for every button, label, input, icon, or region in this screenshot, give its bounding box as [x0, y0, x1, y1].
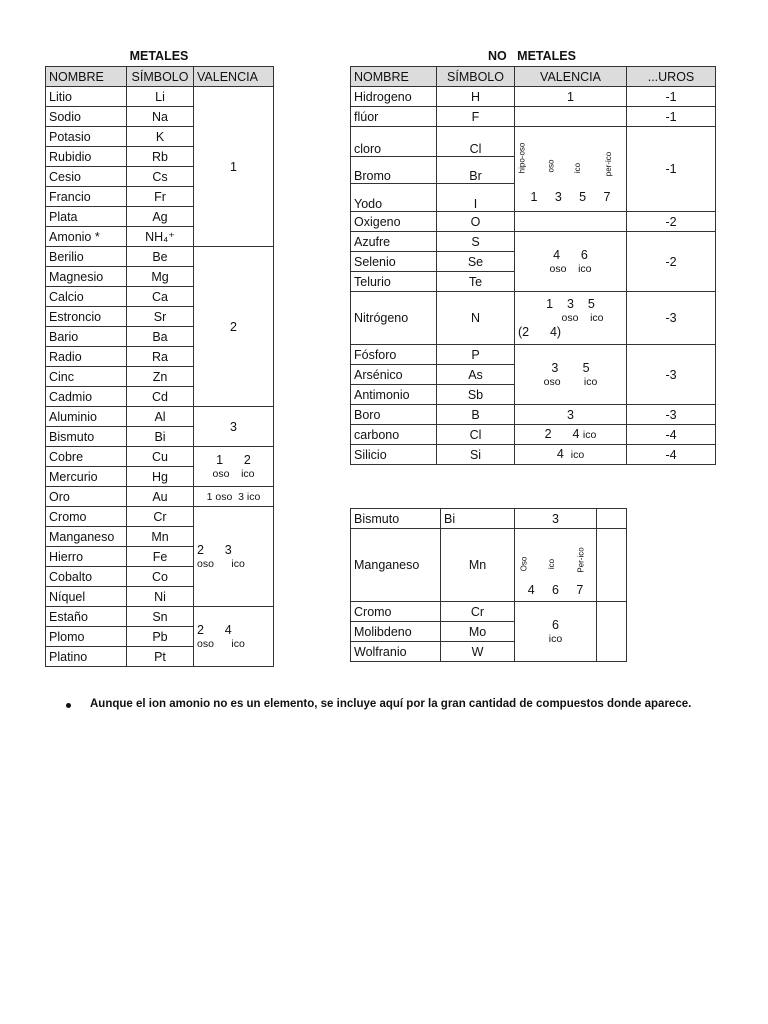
col-header-nombre: NOMBRE: [351, 67, 437, 87]
element-name: Cromo: [351, 602, 441, 622]
element-symbol: Mn: [127, 527, 194, 547]
valencia-cell: [194, 607, 274, 667]
element-symbol: F: [437, 107, 515, 127]
valencia-cell: 3: [515, 509, 597, 529]
element-name: Bromo: [351, 156, 437, 184]
element-symbol: Fe: [127, 547, 194, 567]
valencia-values: 4: [556, 447, 564, 461]
element-symbol: H: [437, 87, 515, 107]
element-symbol: Sn: [127, 607, 194, 627]
valencia-label: oso: [546, 159, 556, 173]
valencia-cell: 2: [194, 247, 274, 407]
element-symbol: Sr: [127, 307, 194, 327]
table-row: [46, 407, 274, 427]
element-name: Oxigeno: [351, 212, 437, 232]
element-name: Sodio: [46, 107, 127, 127]
uros-cell: -3: [627, 405, 716, 425]
element-name: Azufre: [351, 232, 437, 252]
valencia-cell: [515, 445, 627, 465]
element-name: Cadmio: [46, 387, 127, 407]
valencia-values: 1 3 5 7: [530, 190, 611, 204]
valencia-values: 6: [552, 617, 559, 632]
element-name: Cobre: [46, 447, 127, 467]
valencia-cell: [515, 107, 627, 127]
element-symbol: I: [437, 184, 515, 212]
element-symbol: Te: [437, 272, 515, 292]
element-name: Hierro: [46, 547, 127, 567]
element-symbol: Bi: [441, 509, 515, 529]
empty-cell: [597, 602, 627, 662]
col-header-uros: ...UROS: [627, 67, 716, 87]
element-symbol: Li: [127, 87, 194, 107]
valencia-labels: ico: [570, 449, 585, 461]
element-symbol: Ra: [127, 347, 194, 367]
element-name: Nitrógeno: [351, 292, 437, 345]
element-name: carbono: [351, 425, 437, 445]
metales-title: METALES: [129, 49, 189, 63]
col-header-valencia: VALENCIA: [194, 67, 274, 87]
metales-header-row: [46, 67, 274, 87]
element-symbol: Si: [437, 445, 515, 465]
element-name: Estroncio: [46, 307, 127, 327]
valencia-cell: 3: [515, 405, 627, 425]
valencia-values: 4 6 7: [527, 583, 584, 597]
no-metales-table: [350, 66, 716, 465]
element-name: Manganeso: [351, 529, 441, 602]
valencia-values: 3 5: [551, 360, 590, 375]
table-row: [351, 232, 716, 252]
element-name: Manganeso: [46, 527, 127, 547]
element-name: Bismuto: [351, 509, 441, 529]
element-name: Aluminio: [46, 407, 127, 427]
element-symbol: Cs: [127, 167, 194, 187]
valencia-label: hipo-oso: [517, 142, 527, 174]
col-header-nombre: NOMBRE: [46, 67, 127, 87]
empty-cell: [597, 509, 627, 529]
valencia-cell: [194, 447, 274, 487]
table-row: [46, 247, 274, 267]
col-header-valencia: VALENCIA: [515, 67, 627, 87]
element-symbol: Mo: [441, 622, 515, 642]
valencia-label: Per-ico: [576, 547, 586, 573]
table-row: [351, 212, 716, 232]
element-symbol: Sb: [437, 385, 515, 405]
element-symbol: Cl: [437, 127, 515, 157]
valencia-label: ico: [573, 162, 583, 174]
element-name: Berilio: [46, 247, 127, 267]
bullet-icon: [66, 703, 71, 708]
element-symbol: Al: [127, 407, 194, 427]
table-row: [351, 425, 716, 445]
valencia-values: 2 3: [197, 542, 232, 557]
element-name: Bismuto: [46, 427, 127, 447]
element-name: Rubidio: [46, 147, 127, 167]
element-name: Amonio *: [46, 227, 127, 247]
table-row: [46, 607, 274, 627]
element-name: Cobalto: [46, 567, 127, 587]
element-name: Antimonio: [351, 385, 437, 405]
valencia-cell: [515, 292, 627, 345]
valencia-cell: [515, 212, 627, 232]
valencia-labels: oso ico: [212, 467, 255, 480]
table-row: [46, 87, 274, 107]
col-header-simbolo: SÍMBOLO: [127, 67, 194, 87]
table-row: [351, 529, 627, 602]
element-symbol: W: [441, 642, 515, 662]
element-symbol: Au: [127, 487, 194, 507]
valencia-values: 4 6: [553, 247, 588, 262]
valencia-label: ico: [547, 558, 557, 570]
element-symbol: Ca: [127, 287, 194, 307]
element-symbol: Ba: [127, 327, 194, 347]
table-row: [351, 405, 716, 425]
footnote: Aunque el ion amonio no es un elemento, se incluye aquí por la gran cantidad de compuestos donde aparece.: [90, 698, 692, 710]
element-name: Litio: [46, 87, 127, 107]
table-row: [46, 447, 274, 467]
col-header-simbolo: SÍMBOLO: [437, 67, 515, 87]
element-name: Plomo: [46, 627, 127, 647]
element-symbol: As: [437, 365, 515, 385]
element-name: Magnesio: [46, 267, 127, 287]
table-row: [351, 602, 627, 622]
element-name: Yodo: [351, 184, 437, 212]
element-name: Oro: [46, 487, 127, 507]
valencia-labels: oso ico: [549, 262, 592, 275]
element-name: Fósforo: [351, 345, 437, 365]
metales-table: [45, 66, 274, 667]
element-symbol: S: [437, 232, 515, 252]
element-name: Francio: [46, 187, 127, 207]
element-symbol: Cr: [127, 507, 194, 527]
element-name: Cinc: [46, 367, 127, 387]
element-symbol: Na: [127, 107, 194, 127]
valencia-cell: [515, 232, 627, 292]
valencia-labels: ico: [582, 429, 597, 441]
valencia-values: 1 3 5: [546, 297, 595, 311]
element-symbol: Bi: [127, 427, 194, 447]
valencia-cell: 1: [515, 87, 627, 107]
element-name: Cromo: [46, 507, 127, 527]
element-name: cloro: [351, 127, 437, 157]
uros-cell: -3: [627, 292, 716, 345]
table-row: [351, 509, 627, 529]
element-name: Níquel: [46, 587, 127, 607]
element-name: flúor: [351, 107, 437, 127]
element-symbol: B: [437, 405, 515, 425]
valencia-cell: [515, 529, 597, 602]
element-name: Molibdeno: [351, 622, 441, 642]
element-name: Telurio: [351, 272, 437, 292]
element-name: Cesio: [46, 167, 127, 187]
element-name: Platino: [46, 647, 127, 667]
element-symbol: Pt: [127, 647, 194, 667]
valencia-halogen-cell: [515, 127, 627, 212]
element-name: Wolfranio: [351, 642, 441, 662]
uros-cell: -1: [627, 127, 716, 212]
valencia-cell: 3: [194, 407, 274, 447]
element-name: Potasio: [46, 127, 127, 147]
valencia-cell: [515, 602, 597, 662]
element-symbol: Mg: [127, 267, 194, 287]
table-row: [46, 487, 274, 507]
element-symbol: Rb: [127, 147, 194, 167]
element-symbol: Mn: [441, 529, 515, 602]
uros-cell: -2: [627, 212, 716, 232]
element-symbol: Co: [127, 567, 194, 587]
valencia-cell: [194, 507, 274, 607]
element-symbol: Ni: [127, 587, 194, 607]
uros-cell: -2: [627, 232, 716, 292]
table-row: [351, 87, 716, 107]
element-name: Silicio: [351, 445, 437, 465]
no-metales-header-row: [351, 67, 716, 87]
element-name: Selenio: [351, 252, 437, 272]
valencia-cell: [515, 345, 627, 405]
element-symbol: Cd: [127, 387, 194, 407]
element-symbol: Zn: [127, 367, 194, 387]
element-name: Radio: [46, 347, 127, 367]
element-name: Bario: [46, 327, 127, 347]
element-symbol: P: [437, 345, 515, 365]
element-symbol: Ag: [127, 207, 194, 227]
element-symbol: Fr: [127, 187, 194, 207]
table-row: [351, 107, 716, 127]
valencia-labels: ico: [548, 632, 563, 645]
element-name: Mercurio: [46, 467, 127, 487]
element-symbol: Be: [127, 247, 194, 267]
uros-cell: -3: [627, 345, 716, 405]
valencia-cell: [515, 425, 627, 445]
element-symbol: K: [127, 127, 194, 147]
valencia-labels: oso ico: [197, 557, 245, 570]
valencia-labels: oso ico: [197, 637, 245, 650]
valencia-values: 2 4: [544, 427, 580, 441]
valencia-labels: oso ico: [543, 375, 598, 388]
valencia-cell: 1: [194, 87, 274, 247]
valencia-cell: 1 oso 3 ico: [194, 487, 274, 507]
empty-cell: [597, 529, 627, 602]
valencia-label: per-ico: [604, 151, 614, 177]
uros-cell: -1: [627, 107, 716, 127]
element-name: Boro: [351, 405, 437, 425]
element-symbol: O: [437, 212, 515, 232]
table-row: [351, 292, 716, 345]
element-symbol: Hg: [127, 467, 194, 487]
uros-cell: -1: [627, 87, 716, 107]
table-row: [351, 445, 716, 465]
uros-cell: -4: [627, 445, 716, 465]
element-symbol: Se: [437, 252, 515, 272]
table-row: [46, 507, 274, 527]
element-symbol: Cr: [441, 602, 515, 622]
no-metales-title: NO METALES: [488, 49, 576, 63]
valencia-label: Oso: [519, 556, 529, 572]
element-name: Plata: [46, 207, 127, 227]
table-row: [351, 127, 716, 157]
valencia-values: 1 2: [216, 452, 251, 467]
element-name: Calcio: [46, 287, 127, 307]
element-symbol: N: [437, 292, 515, 345]
valencia-labels: oso ico: [561, 312, 604, 324]
element-name: Hidrogeno: [351, 87, 437, 107]
table-row: [351, 345, 716, 365]
element-symbol: NH₄⁺: [127, 227, 194, 247]
element-symbol: Cu: [127, 447, 194, 467]
valencia-values: 2 4: [197, 622, 232, 637]
extra-table: [350, 508, 627, 662]
uros-cell: -4: [627, 425, 716, 445]
element-symbol: Cl: [437, 425, 515, 445]
element-symbol: Br: [437, 156, 515, 184]
element-symbol: Pb: [127, 627, 194, 647]
element-name: Estaño: [46, 607, 127, 627]
valencia-extra: (2 4): [518, 325, 562, 339]
element-name: Arsénico: [351, 365, 437, 385]
